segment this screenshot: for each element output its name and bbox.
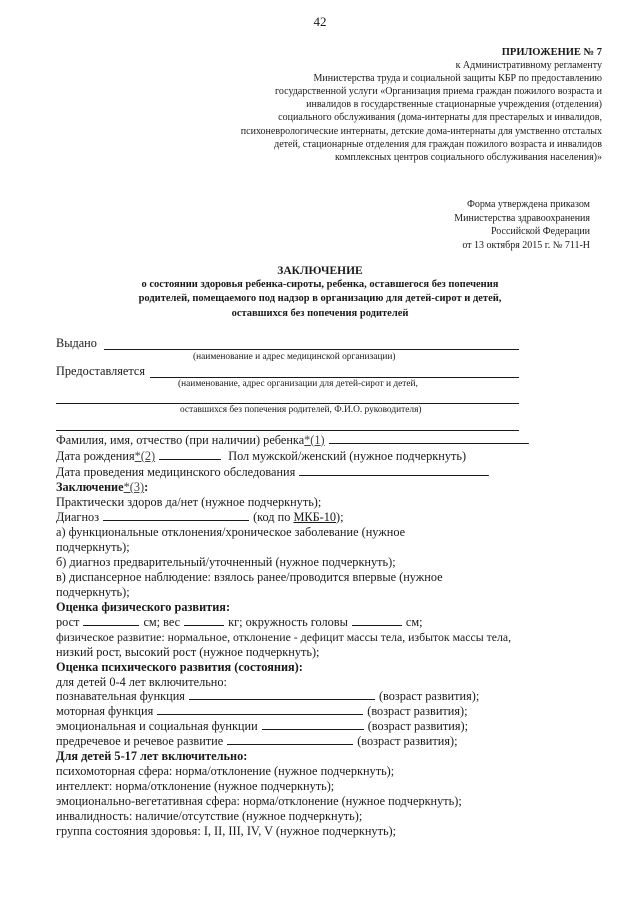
diagnosis-field[interactable]: [103, 510, 249, 521]
head-unit: см;: [405, 615, 423, 629]
approval-line: Министерства здравоохранения: [454, 212, 590, 224]
physical-heading: Оценка физического развития:: [56, 600, 231, 614]
motor-label: моторная функция: [56, 704, 154, 718]
mental-item: инвалидность: наличие/отсутствие (нужное подчеркнуть);: [56, 809, 363, 823]
mental-row: [56, 689, 479, 704]
child-dob-row: [56, 449, 466, 464]
footnote-ref-2[interactable]: *(2): [134, 449, 156, 463]
footnote-ref-1[interactable]: *(1): [304, 433, 325, 447]
weight-unit: кг; окружность головы: [228, 615, 348, 629]
approval-line: от 13 октября 2015 г. № 711-Н: [462, 239, 590, 251]
age-0-4-line: для детей 0-4 лет включительно:: [56, 675, 227, 689]
height-unit: см; вес: [143, 615, 181, 629]
issued-caption: (наименование и адрес медицинской организации): [193, 352, 396, 362]
mental-item: группа состояния здоровья: I, II, III, IV, V (нужное подчеркнуть);: [56, 824, 397, 838]
age-5-17-heading: Для детей 5-17 лет включительно:: [56, 749, 248, 763]
cognitive-field[interactable]: [189, 689, 375, 700]
title-line: о состоянии здоровья ребенка-сироты, ребенка, оставшегося без попечения: [141, 279, 499, 291]
mental-item: эмоционально-вегетативная сфера: норма/отклонение (нужное подчеркнуть);: [56, 794, 462, 808]
child-name-row: [56, 433, 529, 448]
title-line: оставшихся без попечения родителей: [231, 307, 409, 319]
speech-field[interactable]: [227, 734, 353, 745]
provided-field-2[interactable]: [56, 403, 519, 404]
item-c-line-1: в) диспансерное наблюдение: взялось ранее/проводится впервые (нужное: [56, 570, 443, 584]
child-dob-field[interactable]: [159, 449, 221, 460]
title-line: родителей, помещаемого под надзор в организацию для детей-сирот и детей,: [138, 293, 502, 305]
motor-field[interactable]: [157, 704, 363, 715]
appendix-block: [241, 46, 602, 164]
speech-suffix: (возраст развития);: [357, 734, 458, 748]
approval-line: Форма утверждена приказом: [466, 199, 590, 210]
appendix-line: к Административному регламенту: [455, 60, 602, 72]
emotional-suffix: (возраст развития);: [367, 719, 468, 733]
issued-label: Выдано: [56, 336, 97, 350]
emotional-label: эмоциональная и социальная функции: [56, 719, 258, 733]
diagnosis-label: Диагноз: [56, 510, 100, 524]
provided-caption-1: (наименование, адрес организации для детей-сирот и детей,: [178, 379, 418, 389]
provided-row: [56, 364, 145, 379]
conclusion-heading: [56, 480, 148, 495]
exam-date-field[interactable]: [299, 465, 489, 476]
mental-heading: Оценка психического развития (состояния):: [56, 660, 303, 674]
page-number: 42: [313, 14, 327, 29]
title-heading: ЗАКЛЮЧЕНИЕ: [277, 265, 363, 277]
approval-line: Российской Федерации: [490, 226, 590, 238]
provided-label: Предоставляется: [56, 364, 146, 378]
appendix-line: социального обслуживания (дома-интернаты для престарелых и инвалидов,: [278, 112, 602, 124]
document-title: [0, 264, 640, 321]
conclusion-label: Заключение: [56, 480, 124, 494]
diagnosis-code-prefix: (код по: [253, 510, 294, 524]
diagnosis-code-suffix: );: [336, 510, 344, 524]
approval-block: [454, 198, 590, 252]
appendix-title: ПРИЛОЖЕНИЕ № 7: [501, 47, 602, 58]
motor-suffix: (возраст развития);: [367, 704, 468, 718]
child-name-field[interactable]: [329, 433, 529, 444]
height-label: рост: [56, 615, 80, 629]
child-dob-label: Дата рождения: [56, 449, 135, 463]
provided-field-3[interactable]: [56, 430, 519, 431]
healthy-line: Практически здоров да/нет (нужное подчеркнуть);: [56, 495, 322, 509]
cognitive-label: познавательная функция: [56, 689, 185, 703]
weight-field[interactable]: [184, 615, 224, 626]
head-field[interactable]: [352, 615, 402, 626]
speech-label: предречевое и речевое развитие: [56, 734, 224, 748]
exam-date-row: [56, 465, 489, 480]
child-name-label: Фамилия, имя, отчество (при наличии) ребенка: [56, 433, 305, 447]
footnote-ref-3[interactable]: *(3): [123, 480, 145, 494]
exam-date-label: Дата проведения медицинского обследования: [56, 465, 296, 479]
physical-measures-row: [56, 615, 423, 630]
conclusion-colon: :: [144, 480, 149, 494]
physical-line-2: физическое развитие: нормальное, отклонение - дефицит массы тела, избыток массы тела,: [56, 630, 512, 644]
height-field[interactable]: [83, 615, 139, 626]
mental-row: [56, 719, 468, 734]
mkb-link[interactable]: МКБ-10: [293, 510, 337, 524]
appendix-line: детей, стационарные отделения для граждан пожилого возраста и инвалидов: [274, 138, 602, 150]
appendix-line: инвалидов в государственные стационарные учреждения (отделения): [306, 99, 602, 111]
mental-item: психомоторная сфера: норма/отклонение (нужное подчеркнуть);: [56, 764, 395, 778]
item-a-line-1: а) функциональные отклонения/хроническое заболевание (нужное: [56, 525, 406, 539]
appendix-line: комплексных центров социального обслуживания населения)»: [335, 151, 602, 163]
appendix-line: Министерства труда и социальной защиты КБР по предоставлению: [313, 73, 602, 85]
mental-item: интеллект: норма/отклонение (нужное подчеркнуть);: [56, 779, 335, 793]
issued-row: [56, 336, 97, 351]
appendix-line: психоневрологические интернаты, детские дома-интернаты для умственно отсталых: [240, 125, 602, 137]
cognitive-suffix: (возраст развития);: [378, 689, 480, 703]
mental-row: [56, 704, 468, 719]
provided-caption-2: оставшихся без попечения родителей, Ф.И.О. руководителя): [180, 405, 422, 415]
emotional-field[interactable]: [262, 719, 364, 730]
diagnosis-row: [56, 510, 344, 525]
provided-field[interactable]: [150, 377, 519, 378]
child-sex-label: Пол мужской/женский (нужное подчеркнуть): [228, 449, 467, 463]
physical-line-3: низкий рост, высокий рост (нужное подчеркнуть);: [56, 645, 320, 659]
item-a-line-2: подчеркнуть);: [56, 540, 130, 554]
item-b-line: б) диагноз предварительный/уточненный (нужное подчеркнуть);: [56, 555, 396, 569]
issued-field[interactable]: [104, 349, 519, 350]
mental-row: [56, 734, 458, 749]
item-c-line-2: подчеркнуть);: [56, 585, 130, 599]
appendix-line: государственной услуги «Организация приема граждан пожилого возраста и: [275, 86, 602, 98]
